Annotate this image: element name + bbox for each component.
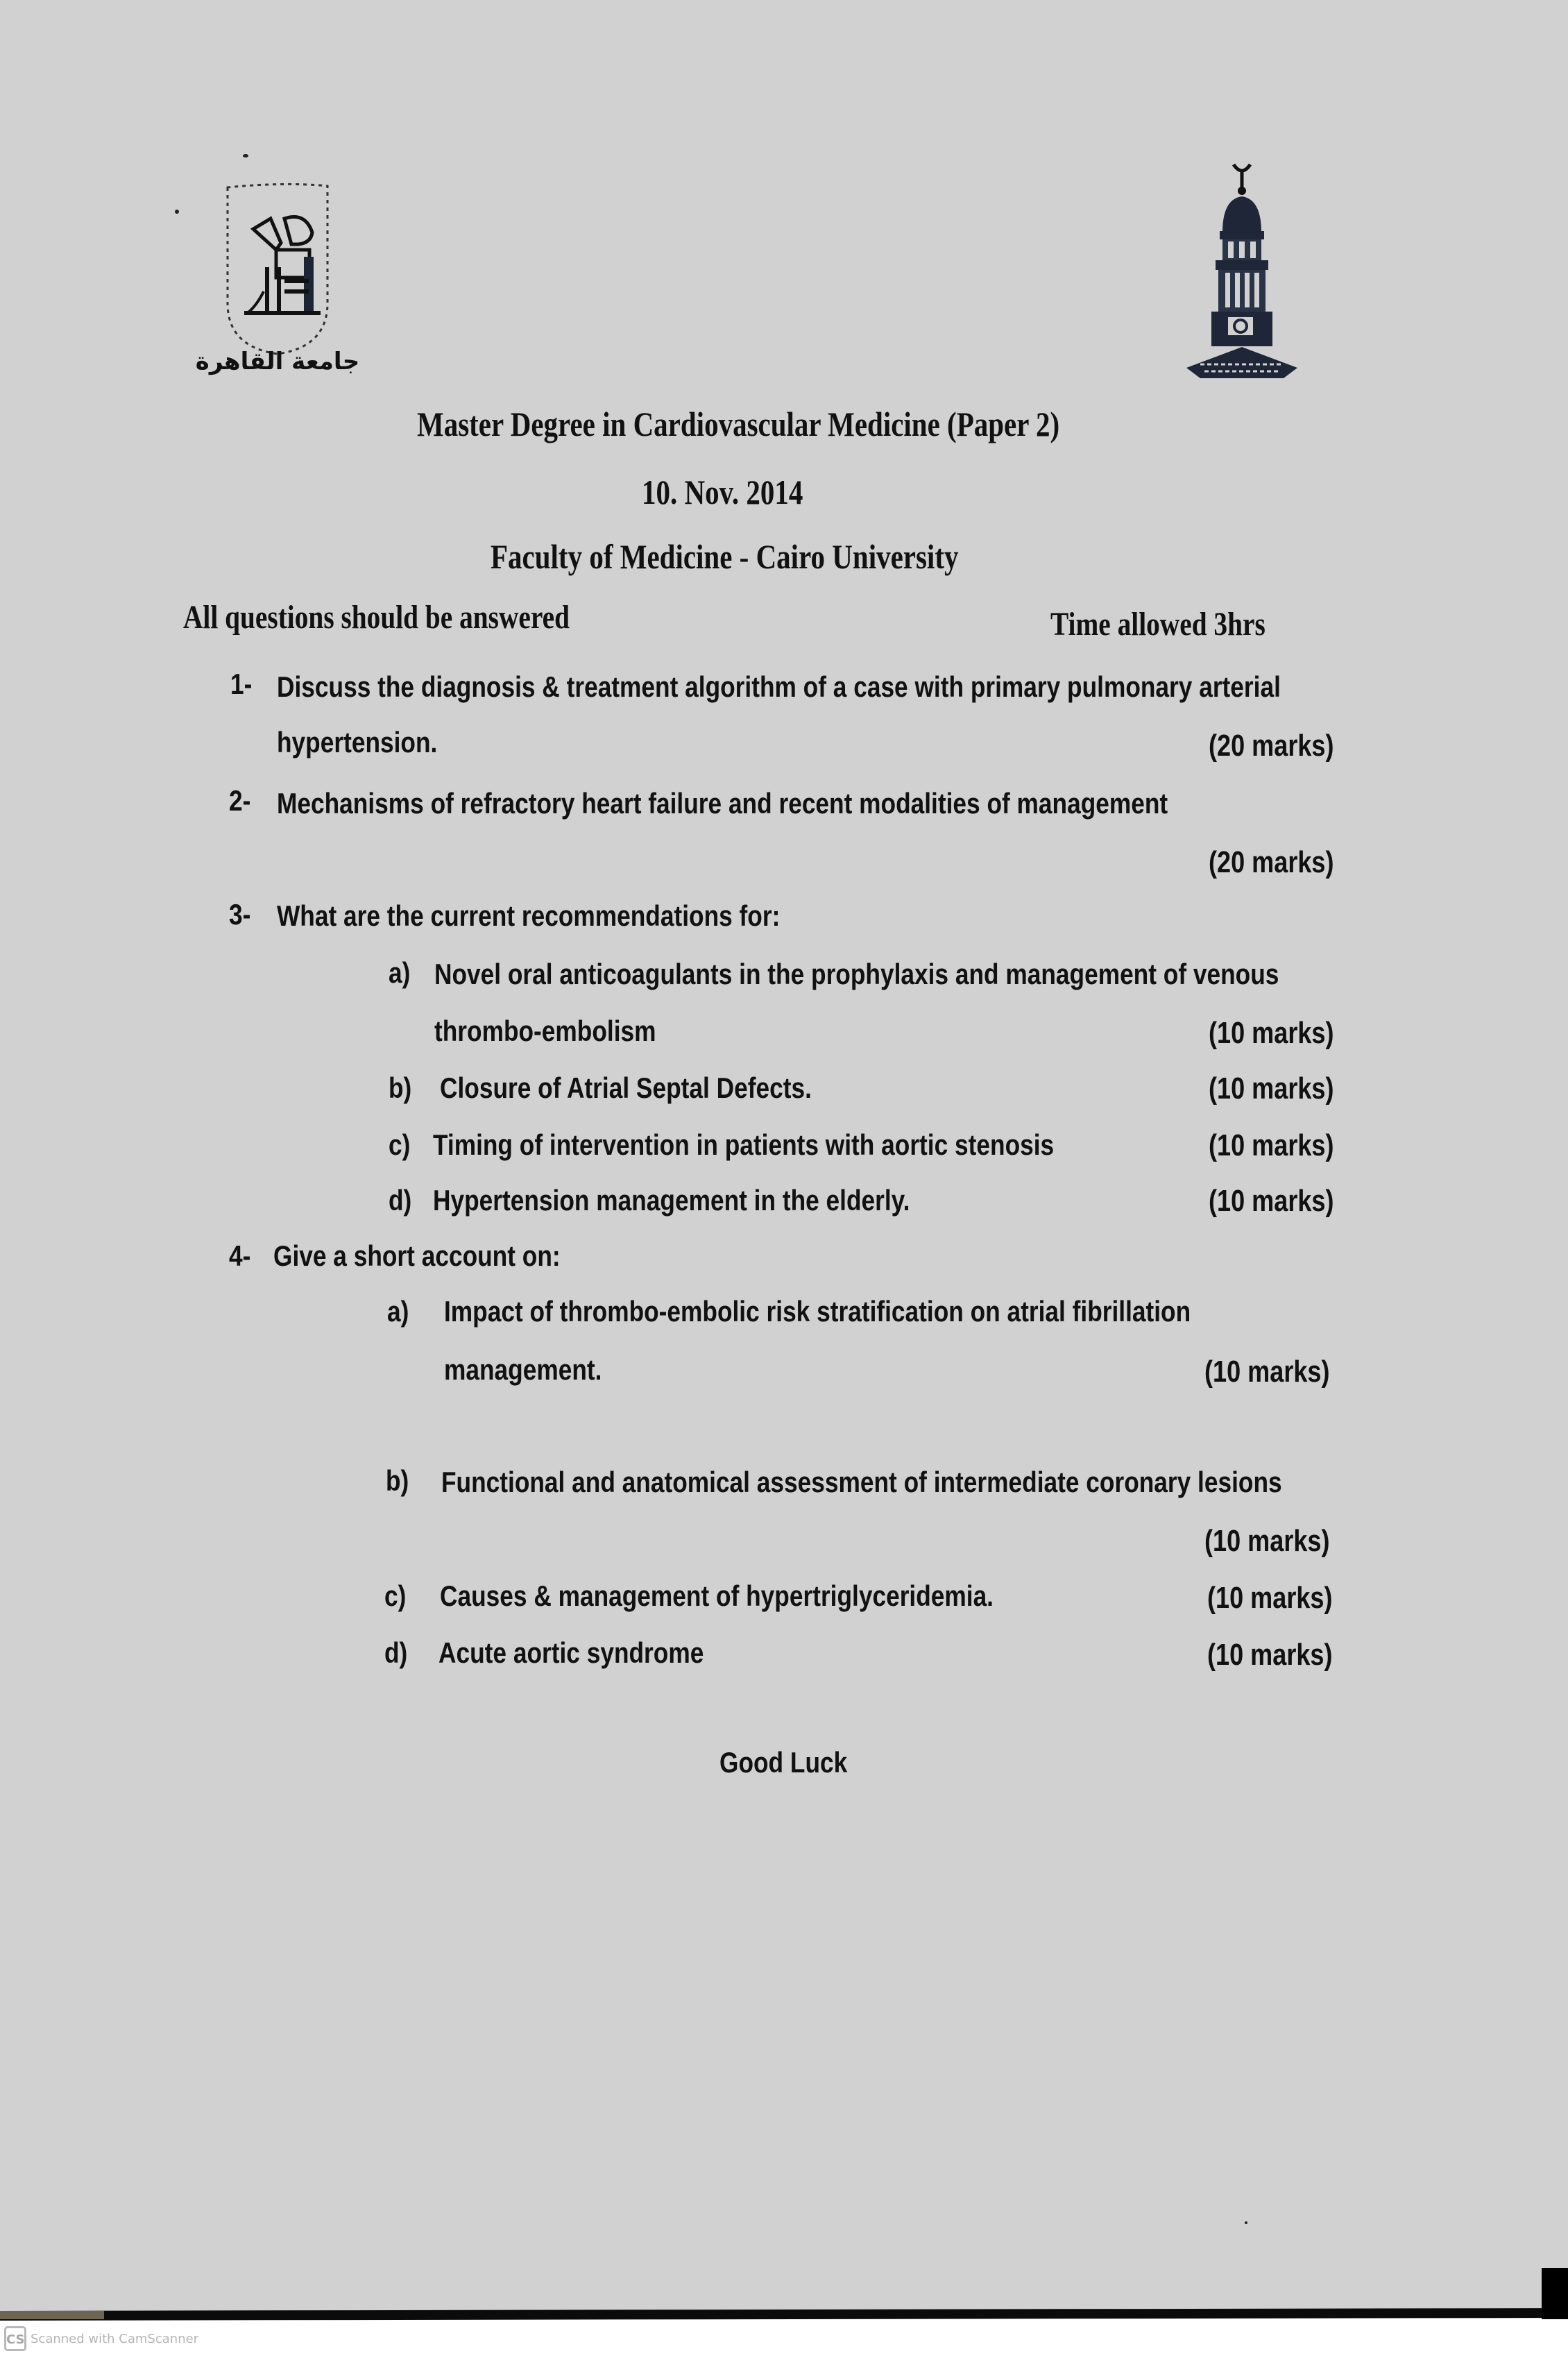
sub-label: d) [389,1184,412,1217]
camscanner-logo-icon: CS [4,2326,26,2351]
sub-text-cont: management. [444,1353,602,1386]
sub-label: a) [387,1295,409,1328]
closing-text: Good Luck [719,1746,848,1779]
time-allowed: Time allowed 3hrs [1050,606,1266,643]
sub-text: Timing of intervention in patients with aortic stenosis [433,1128,1055,1161]
question-text: What are the current recommendations for: [277,899,781,932]
sub-text: Causes & management of hypertriglyceridemia. [440,1579,994,1612]
sub-label: b) [389,1071,412,1104]
exam-date: 10. Nov. 2014 [642,473,803,511]
page-title: Master Degree in Cardiovascular Medicine (Paper 2) [417,405,1060,443]
scan-edge-artifact [0,2311,104,2319]
camscanner-watermark [4,2326,198,2351]
faculty-name: Faculty of Medicine - Cairo University [491,537,959,576]
scan-corner-artifact [1542,2268,1568,2319]
sub-text-cont: thrombo-embolism [434,1015,656,1047]
question-text: Discuss the diagnosis & treatment algorithm of a case with primary pulmonary arterial [277,670,1281,703]
question-number: 4- [229,1239,251,1272]
scan-speck [243,154,248,158]
question-text: Give a short account on: [273,1239,561,1272]
marks: (10 marks) [1209,1016,1334,1050]
sub-label: c) [384,1579,407,1612]
sub-label: c) [389,1128,411,1161]
sub-text: Functional and anatomical assessment of intermediate coronary lesions [441,1466,1282,1498]
seal-caption: جامعة القاهرة [195,348,360,375]
sub-text: Acute aortic syndrome [438,1636,704,1669]
marks: (10 marks) [1204,1524,1330,1558]
scan-speck [1245,2221,1247,2224]
scan-speck [175,210,179,214]
marks: (10 marks) [1209,1128,1334,1162]
sub-text: Hypertension management in the elderly. [433,1184,910,1217]
sub-text: Impact of thrombo-embolic risk stratification on atrial fibrillation [444,1295,1191,1328]
sub-label: d) [384,1636,408,1669]
marks: (10 marks) [1204,1355,1330,1389]
question-text: Mechanisms of refractory heart failure and recent modalities of management [277,787,1168,820]
question-number: 2- [229,784,251,817]
sub-text: Closure of Atrial Septal Defects. [440,1071,812,1104]
question-number: 3- [229,898,251,931]
marks: (10 marks) [1209,1071,1334,1105]
sub-label: b) [386,1464,409,1497]
cairo-university-seal-icon [195,146,360,382]
watermark-text: Scanned with CamScanner [31,2331,199,2346]
cairo-university-dome-tower-icon [1179,156,1304,385]
scan-bottom-edge [0,2308,1568,2321]
marks: (20 marks) [1209,729,1334,763]
instructions: All questions should be answered [183,599,570,636]
question-text-cont: hypertension. [277,726,438,759]
question-number: 1- [230,668,253,700]
sub-text: Novel oral anticoagulants in the prophylaxis and management of venous [434,958,1279,990]
marks: (10 marks) [1207,1581,1333,1615]
marks: (10 marks) [1209,1184,1334,1218]
marks: (10 marks) [1207,1638,1333,1672]
marks: (20 marks) [1209,845,1334,879]
sub-label: a) [389,956,411,989]
